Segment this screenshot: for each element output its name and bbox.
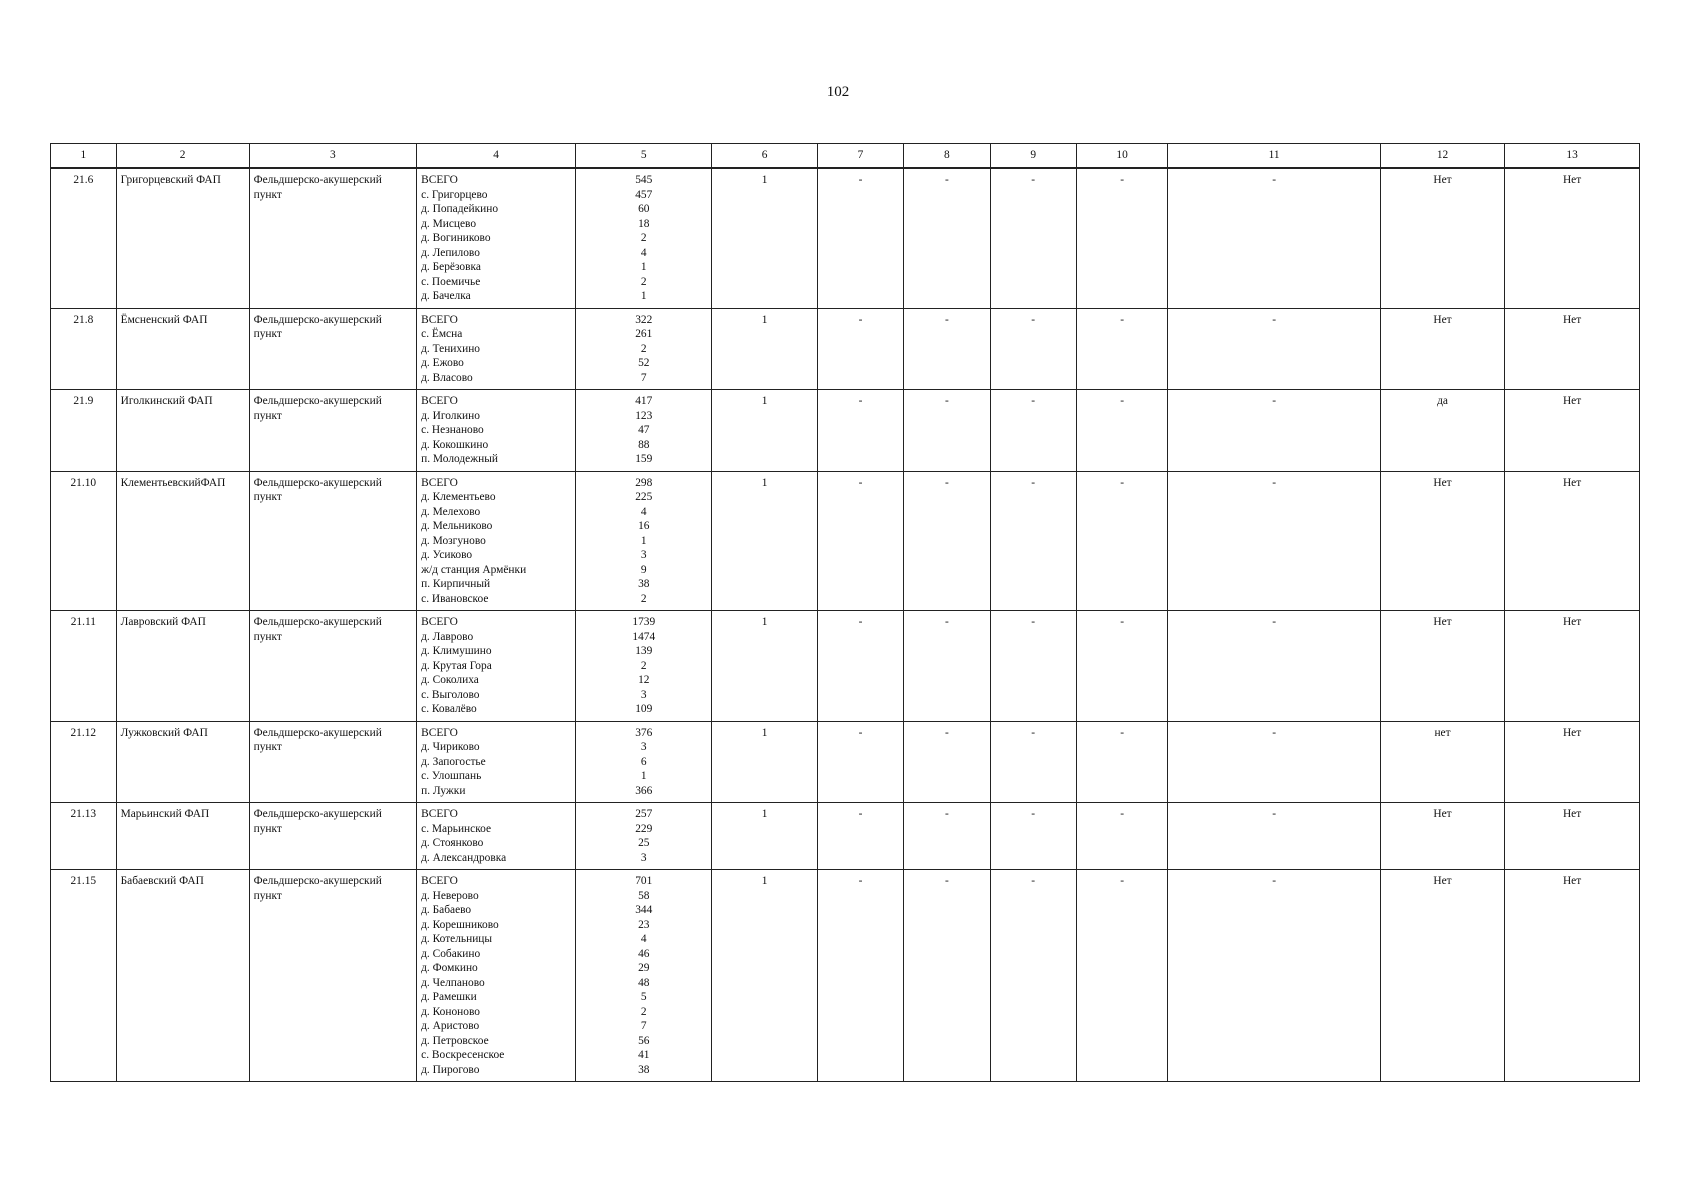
population-value: 3 — [640, 741, 647, 753]
locality: п. Молодежный — [421, 453, 498, 465]
col-11-value: - — [1168, 390, 1380, 472]
population-value: 29 — [638, 962, 650, 974]
row-number: 21.6 — [51, 168, 117, 308]
population-value: 376 — [635, 726, 653, 739]
population-value: 123 — [635, 409, 653, 422]
locality: д. Александровка — [421, 851, 507, 864]
table-row — [51, 471, 1640, 611]
locality: д. Кононово — [421, 1005, 480, 1018]
population-value: 58 — [638, 889, 650, 902]
row-number: 21.11 — [51, 611, 117, 722]
column-header: 7 — [817, 144, 903, 169]
col-11-value: - — [1168, 471, 1380, 611]
facility-type: Фельдшерско-акушерский пункт — [249, 721, 417, 803]
fap-name: Иголкинский ФАП — [116, 390, 249, 472]
localities-cell — [417, 168, 576, 308]
col-12-value: Нет — [1380, 870, 1504, 1082]
col-6-value: 1 — [712, 308, 817, 390]
locality: д. Вогиниково — [421, 232, 491, 244]
col-13-value: Нет — [1505, 870, 1640, 1082]
col-9-value: - — [990, 471, 1076, 611]
localities-cell — [417, 611, 576, 722]
col-8-value: - — [904, 803, 990, 870]
col-9-value: - — [990, 168, 1076, 308]
locality: д. Чириково — [421, 741, 480, 753]
table-body — [51, 168, 1640, 1082]
page-number: 102 — [826, 84, 850, 100]
locality: ВСЕГО — [421, 174, 458, 186]
col-13-value: Нет — [1505, 611, 1640, 722]
col-9-value: - — [990, 721, 1076, 803]
col-7-value: - — [817, 721, 903, 803]
locality: д. Мелехово — [421, 505, 481, 518]
row-number: 21.9 — [51, 390, 117, 472]
locality: с. Незнаново — [421, 424, 484, 436]
col-6-value: 1 — [712, 803, 817, 870]
locality: п. Лужки — [421, 784, 466, 797]
col-11-value: - — [1168, 803, 1380, 870]
table-row — [51, 803, 1640, 870]
population-value: 16 — [638, 520, 650, 532]
population-value: 2 — [640, 1005, 647, 1018]
col-8-value: - — [904, 611, 990, 722]
locality: д. Рамешки — [421, 991, 477, 1003]
col-9-value: - — [990, 870, 1076, 1082]
facility-type: Фельдшерско-акушерский пункт — [249, 870, 417, 1082]
locality: д. Берёзовка — [421, 261, 481, 273]
col-10-value: - — [1076, 870, 1168, 1082]
col-10-value: - — [1076, 390, 1168, 472]
population-value: 23 — [638, 918, 650, 931]
col-13-value: Нет — [1505, 168, 1640, 308]
header-row — [51, 144, 1640, 169]
column-header: 5 — [576, 144, 712, 169]
population-value: 701 — [635, 875, 653, 887]
population-value: 1739 — [632, 616, 656, 628]
fap-name: Лужковский ФАП — [116, 721, 249, 803]
population-value: 322 — [635, 313, 653, 326]
locality: д. Петровское — [421, 1034, 489, 1047]
population-value: 2 — [640, 275, 647, 288]
population-value: 261 — [635, 328, 653, 340]
population-value: 159 — [635, 453, 653, 465]
population-value: 47 — [638, 424, 650, 436]
population-value: 344 — [635, 904, 653, 916]
col-6-value: 1 — [712, 721, 817, 803]
col-7-value: - — [817, 168, 903, 308]
population-value: 417 — [635, 395, 653, 407]
col-7-value: - — [817, 308, 903, 390]
locality: д. Бабаево — [421, 904, 472, 916]
population-value: 1 — [640, 290, 647, 302]
col-13-value: Нет — [1505, 471, 1640, 611]
locality: д. Климушино — [421, 645, 492, 657]
table-row — [51, 308, 1640, 390]
col-12-value: Нет — [1380, 611, 1504, 722]
locality: с. Ковалёво — [421, 703, 477, 715]
population-value: 38 — [638, 1063, 650, 1076]
population-value: 18 — [638, 217, 650, 230]
col-13-value: Нет — [1505, 308, 1640, 390]
population-value: 139 — [635, 645, 653, 657]
facility-type: Фельдшерско-акушерский пункт — [249, 390, 417, 472]
locality: ВСЕГО — [421, 726, 458, 739]
col-8-value: - — [904, 308, 990, 390]
locality: д. Лепилово — [421, 246, 480, 259]
table-row — [51, 870, 1640, 1082]
population-cell — [576, 721, 712, 803]
population-cell — [576, 611, 712, 722]
column-header: 1 — [51, 144, 117, 169]
locality: с. Воскресенское — [421, 1049, 505, 1061]
locality: д. Бачелка — [421, 290, 471, 302]
col-9-value: - — [990, 308, 1076, 390]
locality: д. Мельниково — [421, 520, 493, 532]
population-value: 52 — [638, 357, 650, 369]
population-value: 4 — [640, 246, 647, 259]
locality: д. Усиково — [421, 549, 473, 561]
col-12-value: да — [1380, 390, 1504, 472]
col-7-value: - — [817, 611, 903, 722]
locality: д. Крутая Гора — [421, 659, 492, 672]
locality: ВСЕГО — [421, 476, 458, 489]
population-value: 88 — [638, 438, 650, 451]
locality: д. Мисцево — [421, 217, 477, 230]
locality: д. Кокошкино — [421, 438, 489, 451]
col-12-value: нет — [1380, 721, 1504, 803]
col-6-value: 1 — [712, 168, 817, 308]
row-number: 21.12 — [51, 721, 117, 803]
population-cell — [576, 168, 712, 308]
locality: д. Лаврово — [421, 630, 474, 643]
population-value: 4 — [640, 505, 647, 518]
population-value: 7 — [640, 1020, 647, 1032]
col-9-value: - — [990, 803, 1076, 870]
facility-type: Фельдшерско-акушерский пункт — [249, 168, 417, 308]
table-row — [51, 168, 1640, 308]
row-number: 21.13 — [51, 803, 117, 870]
locality: с. Ивановское — [421, 592, 489, 605]
col-9-value: - — [990, 611, 1076, 722]
locality: с. Выголово — [421, 688, 480, 701]
fap-registry-table — [50, 143, 1640, 1082]
locality: д. Аристово — [421, 1020, 480, 1032]
population-value: 457 — [635, 188, 653, 201]
col-12-value: Нет — [1380, 308, 1504, 390]
column-header: 3 — [249, 144, 417, 169]
col-6-value: 1 — [712, 471, 817, 611]
population-cell — [576, 308, 712, 390]
col-6-value: 1 — [712, 870, 817, 1082]
population-value: 5 — [640, 991, 647, 1003]
population-cell — [576, 390, 712, 472]
facility-type: Фельдшерско-акушерский пункт — [249, 803, 417, 870]
fap-name: КлементьевскийФАП — [116, 471, 249, 611]
population-value: 25 — [638, 837, 650, 849]
population-value: 3 — [640, 549, 647, 561]
population-value: 229 — [635, 822, 653, 835]
col-6-value: 1 — [712, 390, 817, 472]
col-8-value: - — [904, 471, 990, 611]
col-7-value: - — [817, 870, 903, 1082]
locality: д. Ежово — [421, 357, 464, 369]
table-row — [51, 721, 1640, 803]
locality: д. Фомкино — [421, 962, 478, 974]
column-header: 11 — [1168, 144, 1380, 169]
table-row — [51, 611, 1640, 722]
col-10-value: - — [1076, 611, 1168, 722]
population-value: 9 — [640, 563, 647, 576]
population-value: 3 — [640, 688, 647, 701]
col-8-value: - — [904, 870, 990, 1082]
population-value: 48 — [638, 976, 650, 989]
col-11-value: - — [1168, 611, 1380, 722]
fap-name: Марьинский ФАП — [116, 803, 249, 870]
locality: д. Попадейкино — [421, 203, 499, 215]
population-value: 1 — [640, 770, 647, 782]
population-value: 46 — [638, 947, 650, 960]
locality: д. Соколиха — [421, 674, 479, 686]
col-8-value: - — [904, 721, 990, 803]
col-7-value: - — [817, 471, 903, 611]
population-value: 12 — [638, 674, 650, 686]
locality: ж/д станция Армёнки — [421, 563, 527, 576]
locality: д. Неверово — [421, 889, 479, 902]
facility-type: Фельдшерско-акушерский пункт — [249, 611, 417, 722]
facility-type: Фельдшерско-акушерский пункт — [249, 471, 417, 611]
locality: ВСЕГО — [421, 875, 458, 887]
col-11-value: - — [1168, 721, 1380, 803]
col-6-value: 1 — [712, 611, 817, 722]
locality: ВСЕГО — [421, 395, 458, 407]
population-cell — [576, 870, 712, 1082]
column-header: 10 — [1076, 144, 1168, 169]
locality: с. Марьинское — [421, 822, 492, 835]
col-13-value: Нет — [1505, 390, 1640, 472]
population-value: 298 — [635, 476, 653, 489]
locality: д. Власово — [421, 371, 473, 384]
population-value: 545 — [635, 174, 653, 186]
locality: с. Ёмсна — [421, 328, 463, 340]
col-11-value: - — [1168, 870, 1380, 1082]
locality: д. Корешниково — [421, 918, 499, 931]
locality: д. Пирогово — [421, 1063, 480, 1076]
col-10-value: - — [1076, 721, 1168, 803]
col-11-value: - — [1168, 308, 1380, 390]
row-number: 21.15 — [51, 870, 117, 1082]
locality: д. Челпаново — [421, 976, 485, 989]
localities-cell — [417, 390, 576, 472]
locality: д. Запогостье — [421, 755, 486, 768]
fap-name: Ёмсненский ФАП — [116, 308, 249, 390]
col-8-value: - — [904, 390, 990, 472]
locality: с. Григорцево — [421, 188, 488, 201]
localities-cell — [417, 870, 576, 1082]
locality: д. Иголкино — [421, 409, 480, 422]
locality: д. Клементьево — [421, 491, 496, 503]
column-header: 12 — [1380, 144, 1504, 169]
population-value: 257 — [635, 808, 653, 820]
col-12-value: Нет — [1380, 803, 1504, 870]
population-cell — [576, 803, 712, 870]
locality: ВСЕГО — [421, 808, 458, 820]
col-13-value: Нет — [1505, 721, 1640, 803]
locality: д. Мозгуново — [421, 534, 486, 547]
row-number: 21.10 — [51, 471, 117, 611]
facility-type: Фельдшерско-акушерский пункт — [249, 308, 417, 390]
population-value: 2 — [640, 232, 647, 244]
population-cell — [576, 471, 712, 611]
row-number: 21.8 — [51, 308, 117, 390]
col-12-value: Нет — [1380, 168, 1504, 308]
locality: д. Тенихино — [421, 342, 480, 355]
col-9-value: - — [990, 390, 1076, 472]
col-7-value: - — [817, 803, 903, 870]
column-header: 13 — [1505, 144, 1640, 169]
localities-cell — [417, 721, 576, 803]
population-value: 1 — [640, 534, 647, 547]
column-header: 6 — [712, 144, 817, 169]
col-12-value: Нет — [1380, 471, 1504, 611]
col-10-value: - — [1076, 168, 1168, 308]
col-8-value: - — [904, 168, 990, 308]
locality: с. Улошпань — [421, 770, 482, 782]
population-value: 2 — [640, 592, 647, 605]
col-7-value: - — [817, 390, 903, 472]
localities-cell — [417, 803, 576, 870]
fap-name: Григорцевский ФАП — [116, 168, 249, 308]
locality: с. Поемичье — [421, 275, 481, 288]
locality: ВСЕГО — [421, 313, 458, 326]
locality: д. Котельницы — [421, 933, 493, 945]
col-13-value: Нет — [1505, 803, 1640, 870]
col-10-value: - — [1076, 308, 1168, 390]
population-value: 109 — [635, 703, 653, 715]
population-value: 60 — [638, 203, 650, 215]
column-header: 2 — [116, 144, 249, 169]
col-10-value: - — [1076, 471, 1168, 611]
column-header: 9 — [990, 144, 1076, 169]
locality: ВСЕГО — [421, 616, 458, 628]
population-value: 366 — [635, 784, 653, 797]
population-value: 2 — [640, 342, 647, 355]
population-value: 6 — [640, 755, 647, 768]
population-value: 7 — [640, 371, 647, 384]
column-header: 8 — [904, 144, 990, 169]
table-row — [51, 390, 1640, 472]
fap-name: Лавровский ФАП — [116, 611, 249, 722]
population-value: 4 — [640, 933, 647, 945]
localities-cell — [417, 471, 576, 611]
locality: д. Собакино — [421, 947, 481, 960]
population-value: 38 — [638, 578, 650, 590]
column-header: 4 — [417, 144, 576, 169]
population-value: 56 — [638, 1034, 650, 1047]
fap-name: Бабаевский ФАП — [116, 870, 249, 1082]
population-value: 41 — [638, 1049, 650, 1061]
population-value: 225 — [635, 491, 653, 503]
locality: д. Стоянково — [421, 837, 484, 849]
localities-cell — [417, 308, 576, 390]
population-value: 1 — [640, 261, 647, 273]
col-11-value: - — [1168, 168, 1380, 308]
locality: п. Кирпичный — [421, 578, 491, 590]
population-value: 1474 — [632, 630, 656, 643]
population-value: 2 — [640, 659, 647, 672]
col-10-value: - — [1076, 803, 1168, 870]
population-value: 3 — [640, 851, 647, 864]
